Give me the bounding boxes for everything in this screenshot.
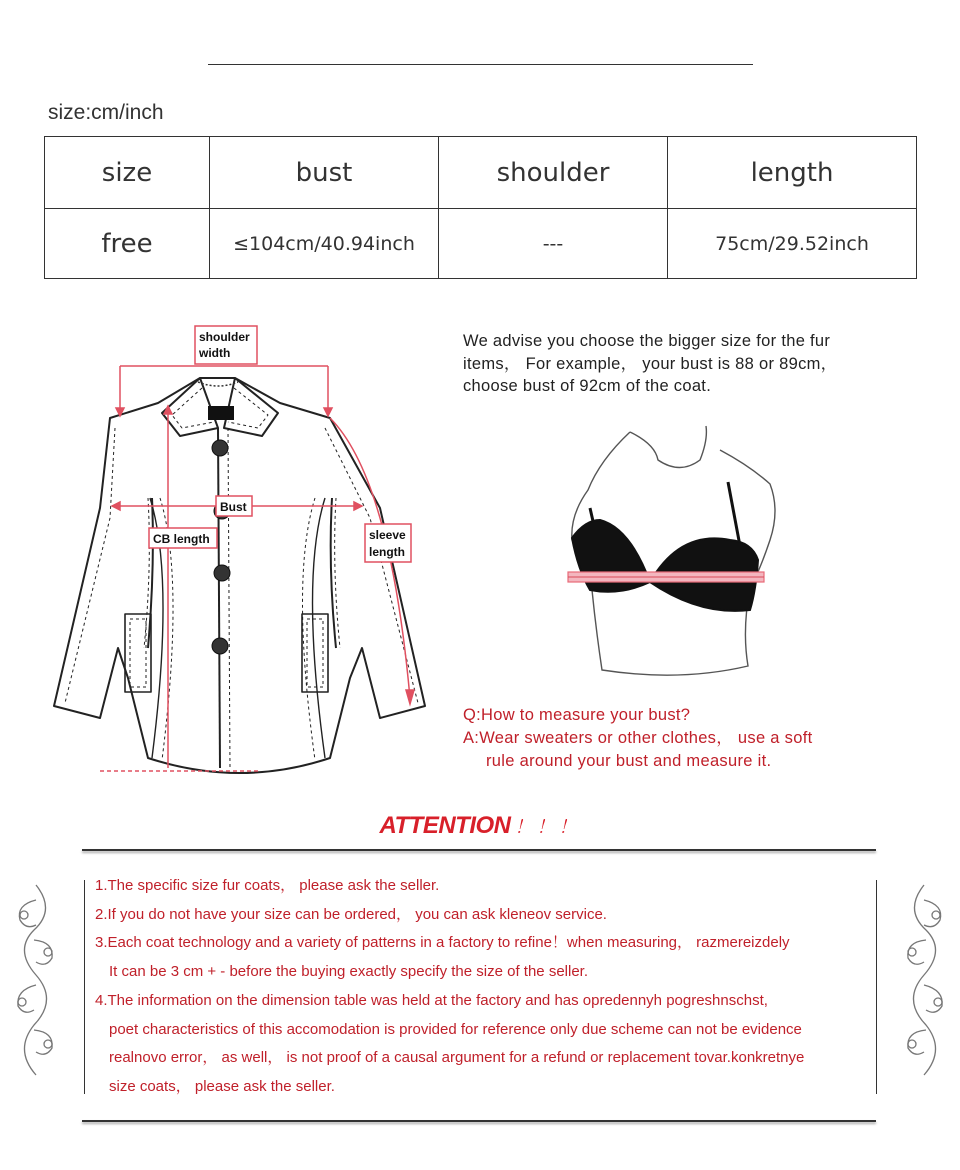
table-header-row <box>45 137 917 209</box>
button-1 <box>212 440 228 456</box>
shoulder-width-label-2: width <box>199 346 231 360</box>
note-line: 3.Each coat technology and a variety of patterns in a factory to refine！when measuring， razmereizdely <box>95 934 790 952</box>
size-advice <box>463 330 903 398</box>
top-divider <box>208 64 753 65</box>
header-length: length <box>668 137 917 209</box>
size-table <box>44 136 917 279</box>
cell-shoulder: --- <box>439 209 668 279</box>
cell-size: free <box>45 209 210 279</box>
shoulder-width-label-1: shoulder <box>199 330 250 344</box>
bust-answer <box>463 727 913 772</box>
table-row <box>45 209 917 279</box>
note-line: poet characteristics of this accomodation is provided for reference only due scheme can not be evidence <box>109 1020 802 1038</box>
attention-heading <box>0 812 960 840</box>
notes-left-border <box>84 880 85 1094</box>
button-3 <box>214 565 230 581</box>
coat-measurement-diagram <box>40 318 440 788</box>
header-size: size <box>45 137 210 209</box>
note-line: 1.The specific size fur coats， please ask the seller. <box>95 877 440 894</box>
bra-strap-right <box>728 482 740 546</box>
mannequin-outline <box>630 426 706 468</box>
note-line: 2.If you do not have your size can be ordered， you can ask kleneov service. <box>95 905 607 923</box>
notes-bottom-bar <box>82 1120 876 1122</box>
floral-ornament-left-icon <box>6 880 66 1080</box>
sleeve-length-label-2: length <box>369 545 405 559</box>
advice-line-1: We advise you choose the bigger size for the fur <box>463 332 831 350</box>
header-shoulder: shoulder <box>439 137 668 209</box>
note-line: 4.The information on the dimension table was held at the factory and has opredennyh pogreshnschst, <box>95 991 768 1009</box>
note-line: It can be 3 cm + - before the buying exactly specify the size of the seller. <box>109 963 589 981</box>
size-unit-label: size:cm/inch <box>48 101 164 124</box>
attention-notes <box>95 872 885 1102</box>
cb-length-label: CB length <box>153 532 210 546</box>
bust-measurement-figure <box>560 420 800 680</box>
bust-question: Q:How to measure your bust? <box>463 706 691 724</box>
button-4 <box>212 638 228 654</box>
bust-answer-line-1: A:Wear sweaters or other clothes， use a soft <box>463 729 813 747</box>
notes-top-bar <box>82 849 876 851</box>
bust-label: Bust <box>220 500 247 514</box>
header-bust: bust <box>210 137 439 209</box>
sleeve-length-label-1: sleeve <box>369 528 406 542</box>
note-line: size coats， please ask the seller. <box>109 1077 335 1095</box>
right-pocket <box>302 614 328 692</box>
bust-answer-line-2: rule around your bust and measure it. <box>486 751 772 770</box>
attention-marks: ！！！ <box>514 817 581 837</box>
cell-length: 75cm/29.52inch <box>668 209 917 279</box>
note-line: realnovo error， as well， is not proof of a causal argument for a refund or replacement tovar.konkretnye <box>109 1049 805 1067</box>
advice-line-2: items， For example， your bust is 88 or 89cm， <box>463 354 838 373</box>
cell-bust: ≤104cm/40.94inch <box>210 209 439 279</box>
attention-title: ATTENTION <box>379 812 511 839</box>
floral-ornament-right-icon <box>894 880 954 1080</box>
advice-line-3: choose bust of 92cm of the coat. <box>463 377 712 395</box>
coat-outline <box>54 378 425 773</box>
